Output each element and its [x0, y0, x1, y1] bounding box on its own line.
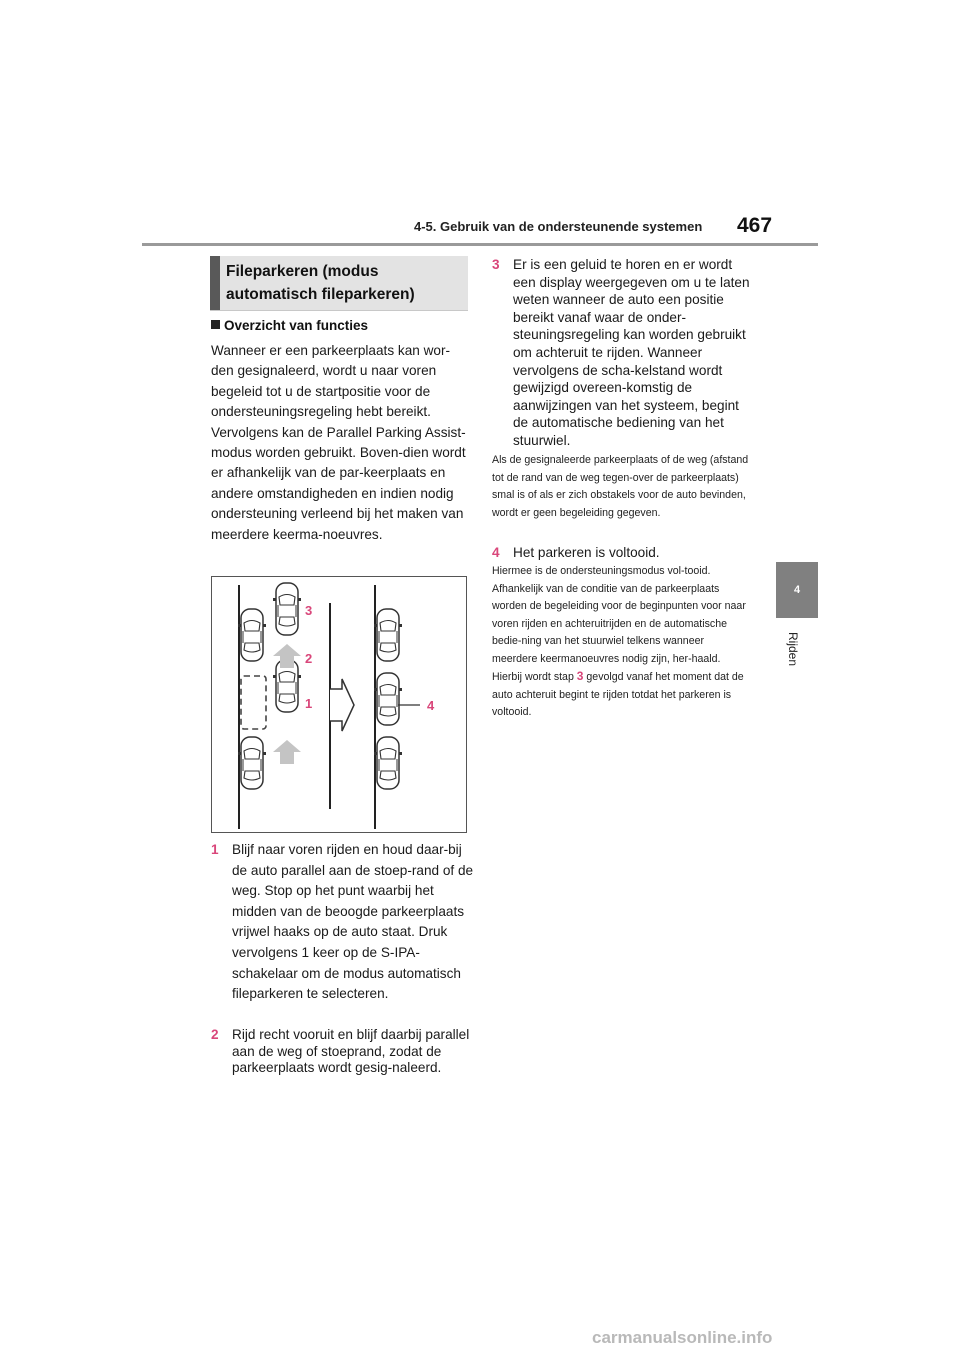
callout-3: 3 [305, 603, 313, 618]
parked-car [374, 609, 402, 661]
parked-car [238, 737, 266, 789]
callout-1: 1 [305, 696, 313, 711]
vehicle-position-3 [273, 583, 301, 635]
parking-diagram-svg [212, 577, 468, 834]
square-bullet-icon [211, 320, 220, 329]
section-heading-bar [210, 256, 220, 310]
step-text: Rijd recht vooruit en blijf daarbij parallel aan de weg of stoeprand, zodat de parkeerplaats wordt gesig-naleerd. [232, 1027, 470, 1076]
step-text: Blijf naar voren rijden en houd daar-bij de auto parallel aan de stoep-rand of de weg. Stop op het punt waarbij het midden van de beoogde parkeerplaats vrijwel haaks op de auto staat. Druk vervolgens 1 keer op de S-IPA-schakelaar om de modus automatisch fileparkeren te selecteren. [232, 842, 474, 1002]
chapter-label: Rijden [786, 632, 800, 667]
parked-car [238, 609, 266, 661]
transition-arrow-icon [330, 679, 354, 731]
step-number: 4 [492, 545, 500, 560]
page-number: 467 [737, 214, 773, 237]
callout-4: 4 [427, 698, 435, 713]
note-text: gevolgd vanaf het moment dat de auto achteruit begint te rijden totdat het parkeren is voltooid. [492, 671, 744, 718]
forward-arrow-icon [273, 740, 301, 764]
step-number: 2 [211, 1027, 219, 1042]
step-text: Er is een geluid te horen en er wordt een display weergegeven om u te laten weten wanneer de auto een positie bereikt vanaf waar de onder-steuningsregeling kan worden gebruikt om achteruit te rijden. Wanneer vervolgens de scha-kelstand wordt gewijzigd overeen-komstig de aanwijzingen van het systeem, begint de automatische bediening van het stuurwiel. [513, 257, 750, 448]
running-header-title: 4-5. Gebruik van de ondersteunende systemen [414, 219, 703, 234]
section-heading-line1: Fileparkeren (modus [226, 263, 379, 280]
vehicle-parked-position-4 [374, 673, 402, 725]
intro-paragraph: Wanneer er een parkeerplaats kan wor-den gesignaleerd, wordt u naar voren begeleid tot u de startpositie voor de ondersteuningsregeling hebt bereikt. Vervolgens kan de Parallel Parking Assist-modus worden gebruikt. Boven-dien wordt er afhankelijk van de par-keerplaats en andere omstandigheden en indien nodig ondersteuning verleend bij het maken van meerdere keerma-noeuvres. [211, 343, 466, 542]
step-number: 1 [211, 842, 219, 857]
step-text: Het parkeren is voltooid. [513, 545, 660, 560]
watermark: carmanualsonline.info [592, 1328, 773, 1347]
note-paragraph: Als de gesignaleerde parkeerplaats of de weg (afstand tot de rand van de weg tegen-over de parkeerplaats) smal is of als er zich obstakels voor de auto bevinden, wordt er geen begeleiding gegeven. [492, 454, 749, 519]
section-heading [226, 260, 415, 306]
chapter-tab: 4 [776, 562, 818, 618]
subheading [211, 318, 368, 333]
step-number: 3 [492, 257, 500, 272]
parked-car [374, 737, 402, 789]
subheading-text: Overzicht van functies [224, 318, 369, 333]
header-divider [142, 243, 818, 246]
section-heading-line2: automatisch fileparkeren) [226, 286, 415, 303]
note-paragraph [492, 563, 750, 722]
target-parking-slot [241, 676, 266, 729]
note-text: Hiermee is de ondersteuningsmodus vol-tooid. Afhankelijk van de conditie van de parkeerplaats worden de begeleiding voor de beginpunten voor naar voren rijden en achteruitrijden en de automatische bedie-ning van het stuurwiel telkens wanneer meerdere keermanoeuvres nodig zijn, her-haald. Hierbij wordt stap [492, 565, 746, 683]
step-reference: 3 [576, 669, 584, 683]
parking-diagram [211, 576, 467, 833]
callout-2: 2 [305, 651, 313, 666]
section-heading-box [210, 256, 468, 311]
